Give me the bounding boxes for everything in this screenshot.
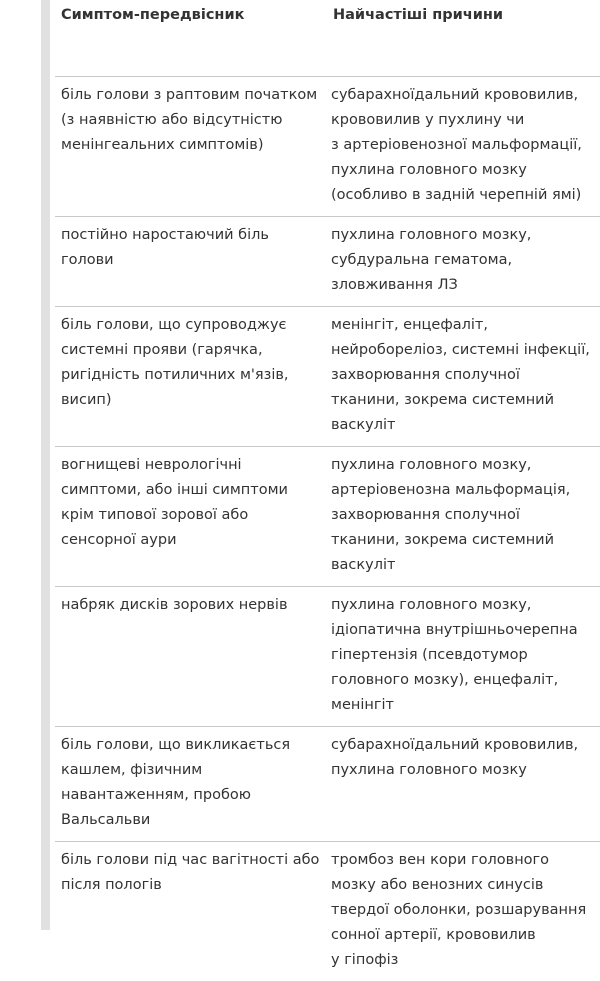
table-row [55, 217, 600, 307]
symptom-cell [55, 842, 327, 981]
causes-text-line: тканини, зокрема системний [331, 528, 600, 553]
causes-text-line: васкуліт [331, 553, 600, 578]
symptom-text-line: симптоми, або інші симптоми [61, 478, 327, 503]
causes-text-line: субарахноїдальний крововилив, [331, 733, 600, 758]
causes-text-line: сонної артерії, крововилив [331, 923, 600, 948]
table-row [55, 727, 600, 842]
causes-cell [327, 587, 600, 727]
causes-text-line: менінгіт, енцефаліт, [331, 313, 600, 338]
causes-text-line: захворювання сполучної [331, 363, 600, 388]
causes-text-line: зловживання ЛЗ [331, 273, 600, 298]
table-row [55, 587, 600, 727]
table-row [55, 842, 600, 981]
symptom-text-line: навантаженням, пробою [61, 783, 327, 808]
symptom-text-line: системні прояви (гарячка, [61, 338, 327, 363]
symptom-text-line: набряк дисків зорових нервів [61, 593, 327, 618]
symptom-text-line: крім типової зорової або [61, 503, 327, 528]
causes-text-line: мозку або венозних синусів [331, 873, 600, 898]
causes-text-line: крововилив у пухлину чи [331, 108, 600, 133]
causes-text-line: головного мозку), енцефаліт, [331, 668, 600, 693]
causes-text-line: пухлина головного мозку, [331, 593, 600, 618]
causes-text-line: артеріовенозна мальформація, [331, 478, 600, 503]
symptom-text-line: постійно наростаючий біль [61, 223, 327, 248]
symptom-text-line: сенсорної аури [61, 528, 327, 553]
causes-cell [327, 727, 600, 842]
causes-text-line: у гіпофіз [331, 948, 600, 973]
symptom-text-line: біль голови під час вагітності або [61, 848, 327, 873]
causes-text-line: твердої оболонки, розшарування [331, 898, 600, 923]
causes-text-line: гіпертензія (псевдотумор [331, 643, 600, 668]
causes-text-line: пухлина головного мозку, [331, 223, 600, 248]
causes-text-line: з артеріовенозної мальформації, [331, 133, 600, 158]
table-row [55, 447, 600, 587]
symptom-text-line: біль голови з раптовим початком [61, 83, 327, 108]
table-row [55, 307, 600, 447]
symptom-text-line: кашлем, фізичним [61, 758, 327, 783]
causes-text-line: пухлина головного мозку, [331, 453, 600, 478]
symptom-cell [55, 217, 327, 307]
symptom-text-line: біль голови, що викликається [61, 733, 327, 758]
symptom-text-line: висип) [61, 388, 327, 413]
causes-text-line: захворювання сполучної [331, 503, 600, 528]
table-row [55, 77, 600, 217]
symptom-text-line: ригідність потиличних м'язів, [61, 363, 327, 388]
causes-text-line: пухлина головного мозку [331, 758, 600, 783]
causes-text-line: васкуліт [331, 413, 600, 438]
symptom-cell [55, 587, 327, 727]
causes-cell [327, 77, 600, 217]
causes-text-line: субарахноїдальний крововилив, [331, 83, 600, 108]
header-symptom: Симптом-передвісник [55, 0, 327, 77]
causes-text-line: субдуральна гематома, [331, 248, 600, 273]
causes-text-line: менінгіт [331, 693, 600, 718]
causes-text-line: (особливо в задній черепній ямі) [331, 183, 600, 208]
causes-text-line: пухлина головного мозку [331, 158, 600, 183]
causes-text-line: ідіопатична внутрішньочерепна [331, 618, 600, 643]
causes-cell [327, 307, 600, 447]
symptom-text-line: менінгеальних симптомів) [61, 133, 327, 158]
symptom-text-line: після пологів [61, 873, 327, 898]
symptom-cell [55, 447, 327, 587]
table-body [55, 77, 600, 981]
table-header-row [55, 0, 600, 77]
symptom-text-line: Вальсальви [61, 808, 327, 833]
causes-cell [327, 217, 600, 307]
symptom-text-line: вогнищеві неврологічні [61, 453, 327, 478]
symptom-cell [55, 77, 327, 217]
red-flag-symptoms-table [55, 0, 600, 981]
causes-cell [327, 842, 600, 981]
symptom-text-line: голови [61, 248, 327, 273]
causes-text-line: нейробореліоз, системні інфекції, [331, 338, 600, 363]
symptom-text-line: біль голови, що супроводжує [61, 313, 327, 338]
causes-text-line: тромбоз вен кори головного [331, 848, 600, 873]
causes-text-line: тканини, зокрема системний [331, 388, 600, 413]
left-accent-bar [41, 0, 50, 930]
symptom-text-line: (з наявністю або відсутністю [61, 108, 327, 133]
header-causes: Найчастіші причини [327, 0, 600, 77]
causes-cell [327, 447, 600, 587]
symptom-cell [55, 307, 327, 447]
symptom-cell [55, 727, 327, 842]
